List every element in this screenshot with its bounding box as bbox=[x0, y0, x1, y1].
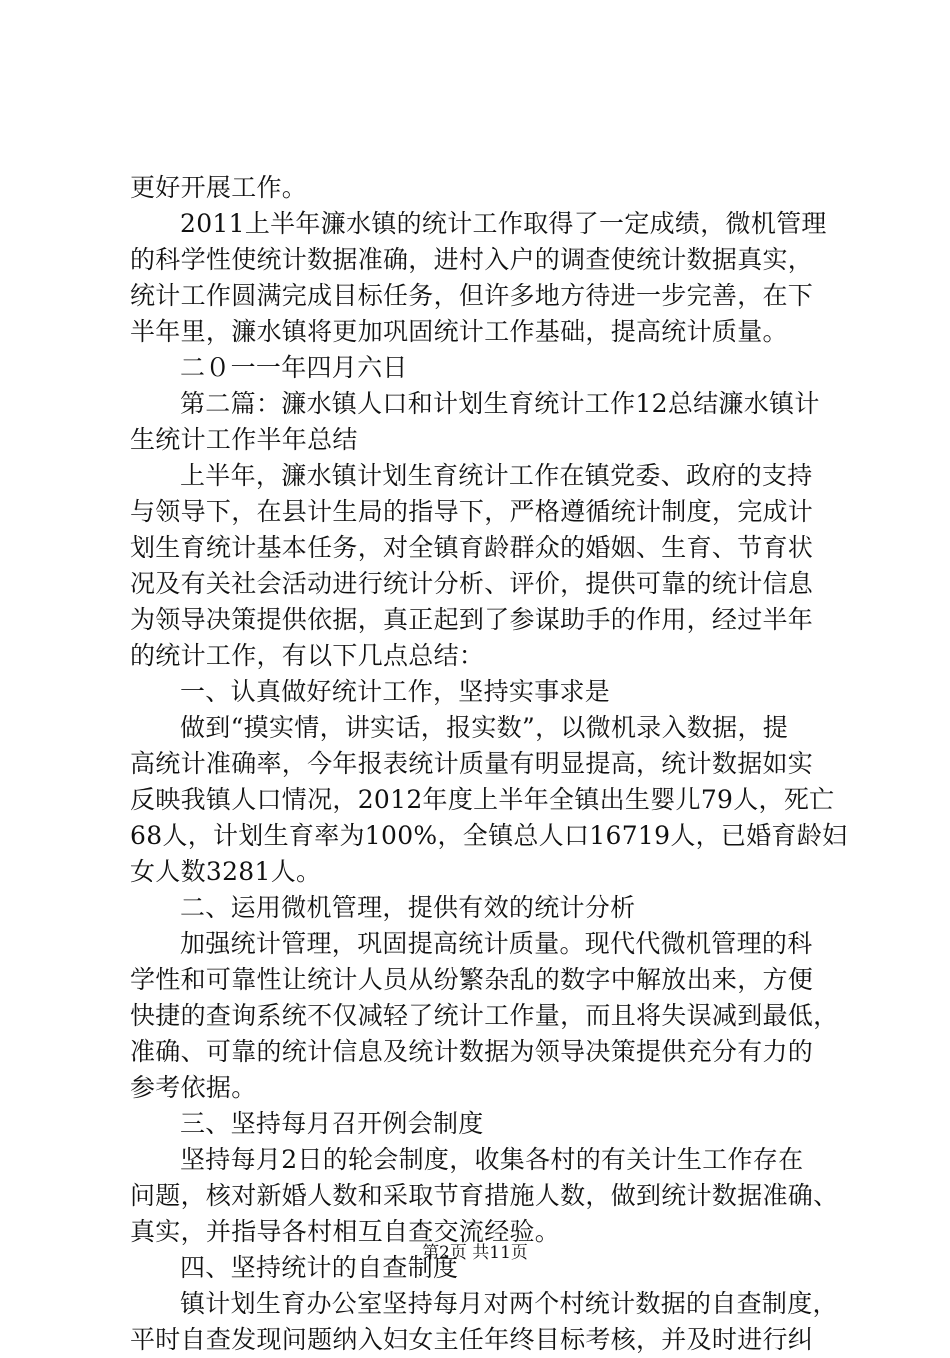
text-line: 学性和可靠性让统计人员从纷繁杂乱的数字中解放出来，方便 bbox=[130, 965, 814, 994]
text-line: 划生育统计基本任务，对全镇育龄群众的婚姻、生育、节育状 bbox=[130, 533, 814, 562]
subheading: 三、坚持每月召开例会制度 bbox=[180, 1109, 484, 1138]
text-line: 反映我镇人口情况，2012年度上半年全镇出生婴儿79人，死亡 bbox=[130, 785, 835, 814]
text-line: 真实，并指导各村相互自查交流经验。 bbox=[130, 1217, 561, 1246]
text-line: 况及有关社会活动进行统计分析、评价，提供可靠的统计信息 bbox=[130, 569, 814, 598]
page-number-footer: 第2页 共11页 bbox=[422, 1243, 528, 1263]
section-title: 第二篇：濂水镇人口和计划生育统计工作12总结濂水镇计 bbox=[180, 389, 820, 418]
text-line: 问题，核对新婚人数和采取节育措施人数，做到统计数据准确、 bbox=[130, 1181, 839, 1210]
text-line: 坚持每月2日的轮会制度，收集各村的有关计生工作存在 bbox=[180, 1145, 804, 1174]
text-line: 68人，计划生育率为100%，全镇总人口16719人，已婚育龄妇 bbox=[130, 821, 848, 850]
text-line: 参考依据。 bbox=[130, 1073, 257, 1102]
text-line: 加强统计管理，巩固提高统计质量。现代代微机管理的科 bbox=[180, 929, 813, 958]
subheading: 一、认真做好统计工作，坚持实事求是 bbox=[180, 677, 611, 706]
text-line: 2011上半年濂水镇的统计工作取得了一定成绩，微机管理 bbox=[180, 209, 827, 238]
text-line: 为领导决策提供依据，真正起到了参谋助手的作用，经过半年 bbox=[130, 605, 814, 634]
text-line: 的科学性使统计数据准确，进村入户的调查使统计数据真实， bbox=[130, 245, 814, 274]
date-line: 二０一一年四月六日 bbox=[180, 353, 408, 382]
section-title-continued: 生统计工作半年总结 bbox=[130, 425, 358, 454]
text-line: 平时自查发现问题纳入妇女主任年终目标考核，并及时进行纠 bbox=[130, 1325, 814, 1354]
document-body bbox=[130, 170, 848, 1358]
text-line: 半年里，濂水镇将更加巩固统计工作基础，提高统计质量。 bbox=[130, 317, 788, 346]
subheading: 二、运用微机管理，提供有效的统计分析 bbox=[180, 893, 636, 922]
text-line: 准确、可靠的统计信息及统计数据为领导决策提供充分有力的 bbox=[130, 1037, 814, 1066]
text-line: 镇计划生育办公室坚持每月对两个村统计数据的自查制度， bbox=[180, 1289, 838, 1318]
text-line: 统计工作圆满完成目标任务，但许多地方待进一步完善，在下 bbox=[130, 281, 814, 310]
text-line: 快捷的查询系统不仅减轻了统计工作量，而且将失误减到最低， bbox=[130, 1001, 839, 1030]
text-line: 做到“摸实情，讲实话，报实数”，以微机录入数据，提 bbox=[180, 713, 789, 742]
text-line: 女人数3281人。 bbox=[130, 857, 322, 886]
text-line: 上半年，濂水镇计划生育统计工作在镇党委、政府的支持 bbox=[180, 461, 813, 490]
subheading: 四、坚持统计的自查制度 bbox=[180, 1253, 459, 1282]
text-line: 高统计准确率，今年报表统计质量有明显提高，统计数据如实 bbox=[130, 749, 814, 778]
text-line: 的统计工作，有以下几点总结： bbox=[130, 641, 485, 670]
text-line: 更好开展工作。 bbox=[130, 173, 308, 202]
text-line: 与领导下，在县计生局的指导下，严格遵循统计制度，完成计 bbox=[130, 497, 814, 526]
